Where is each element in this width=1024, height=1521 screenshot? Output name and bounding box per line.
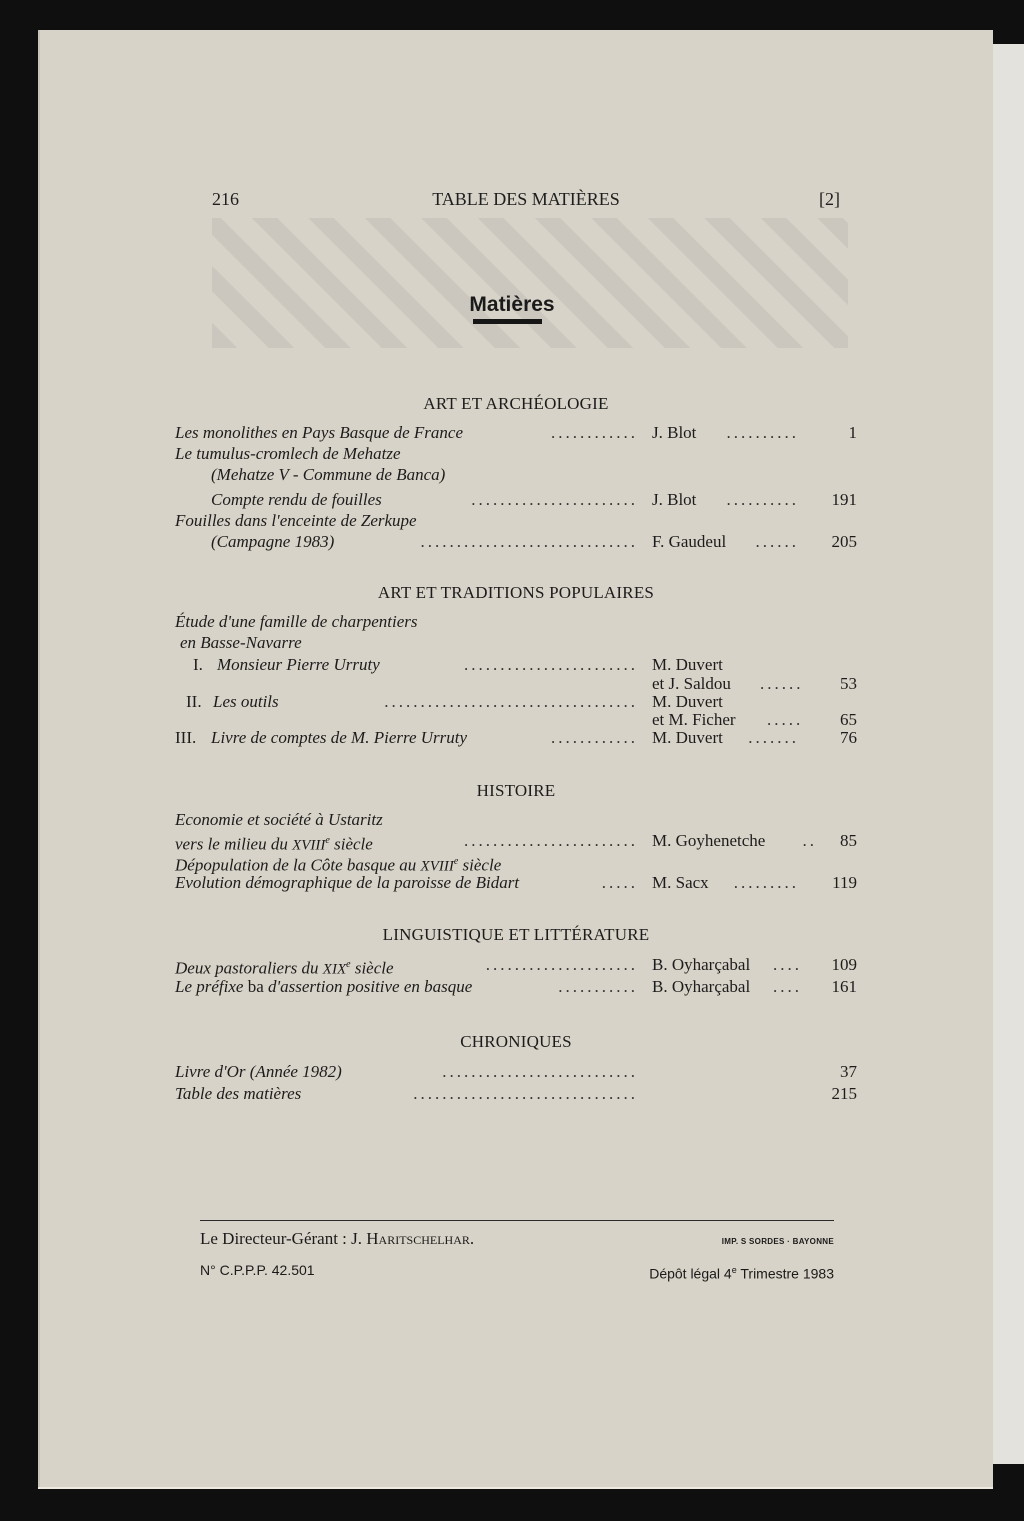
leader-dots: .... [773,955,802,974]
entry-page: 205 [831,532,857,551]
toc-entry-line [175,510,857,531]
leader-dots: .. [802,831,817,850]
entry-page: 37 [840,1062,857,1081]
next-page-edge [993,44,1024,1464]
title-underline [473,319,542,324]
century-sup: e [453,856,459,867]
entry-title-part: siècle [462,855,502,875]
page-reference: [2] [819,189,840,209]
leader-dots: ................................... [384,692,638,711]
entry-numeral: III. [175,728,197,747]
section-linguistique [175,924,857,997]
toc-entry[interactable] [175,1083,857,1104]
entry-author: F. Gaudeul [652,532,727,551]
entry-author: B. Oyharçabal [652,977,751,996]
century-numeral: XIX [322,961,347,978]
leader-dots: .... [773,977,802,996]
entry-page: 215 [831,1084,857,1103]
toc-entry[interactable] [175,654,857,675]
leader-dots: .............................. [420,532,638,551]
century-sup: e [325,835,330,846]
leader-dots: ....................... [471,490,638,509]
entry-title: Monsieur Pierre Urruty [217,655,380,674]
entry-numeral: I. [193,655,203,674]
toc-entry-line [175,611,857,632]
depot-sup: e [731,1265,737,1275]
toc-entry-line [175,675,857,693]
section-traditions [175,582,857,747]
running-title: TABLE DES MATIÈRES [432,189,620,209]
entry-author: J. Blot [652,423,697,442]
show-through-pattern [212,218,848,348]
entry-title-part: Le préfixe [175,977,244,996]
entry-title [175,976,472,997]
director-name: Haritschelhar. [366,1229,475,1248]
entry-title: (Campagne 1983) [211,532,335,551]
toc-entry-line [175,632,857,654]
section-heading: LINGUISTIQUE ET LITTÉRATURE [382,925,650,944]
entry-page: 1 [848,423,857,442]
section-heading: ART ET TRADITIONS POPULAIRES [377,583,655,602]
leader-dots: ............ [551,728,638,747]
section-heading: ART ET ARCHÉOLOGIE [423,394,609,413]
entry-page: 119 [832,873,857,892]
toc-entry[interactable] [175,1061,857,1083]
toc-entry[interactable] [175,976,857,997]
entry-author: M. Duvert [652,655,723,674]
entry-page: 161 [831,977,857,996]
entry-title: (Mehatze V - Commune de Banca) [211,465,446,484]
toc-entry-line [175,464,857,485]
leader-dots: ..................... [485,955,638,974]
entry-title: Table des matières [175,1084,302,1103]
entry-author: et J. Saldou [652,674,731,693]
entry-title-roman: ba [247,977,264,996]
section-archeologie [175,393,857,552]
running-head [212,189,840,211]
toc-entry-line [175,443,857,464]
leader-dots: ............................... [413,1084,638,1103]
entry-title: Evolution démographique de la paroisse de Bidart [175,873,520,892]
toc-entry-line [175,809,857,830]
entry-author: M. Duvert [652,692,723,711]
entry-title-part: vers le milieu du [175,834,288,854]
entry-page: 65 [840,710,857,729]
footer-rule [200,1220,834,1221]
leader-dots: ......... [733,873,799,892]
section-heading: CHRONIQUES [460,1032,572,1051]
entry-author: B. Oyharçabal [652,955,751,974]
entry-author: M. Goyhenetche [652,831,766,850]
entry-page: 53 [840,674,857,693]
century-numeral: XVIII [420,858,454,875]
page-number: 216 [212,189,239,209]
toc-entry[interactable] [175,531,857,552]
entry-title-part: Dépopulation de la Côte basque au [175,855,417,875]
leader-dots: ............ [551,423,638,442]
section-histoire [175,780,857,893]
entry-author: et M. Ficher [652,710,736,729]
entry-author: M. Sacx [652,873,709,892]
entry-page: 191 [831,490,857,509]
footer-director-line [200,1229,834,1251]
entry-numeral: II. [186,692,202,711]
entry-title: Economie et société à Ustaritz [175,810,383,829]
leader-dots: .......... [726,490,799,509]
entry-title: Les monolithes en Pays Basque de France [175,423,463,442]
entry-title: Les outils [213,692,279,711]
entry-title: Compte rendu de fouilles [211,490,382,509]
entry-title: Étude d'une famille de charpentiers [175,612,418,631]
leader-dots: .......... [726,423,799,442]
entry-title: Livre de comptes de M. Pierre Urruty [211,728,468,747]
entry-title-part: siècle [354,958,394,978]
leader-dots: ........................ [464,655,638,674]
toc-entry[interactable] [175,693,857,711]
entry-author: M. Duvert [652,728,723,747]
cppp-number: N° C.P.P.P. 42.501 [200,1262,315,1278]
depot-suffix: Trimestre 1983 [740,1265,834,1282]
leader-dots: ........................ [464,831,638,850]
century-numeral: XVIII [292,837,326,854]
leader-dots: ..... [767,710,804,729]
toc-entry[interactable] [175,729,857,747]
page-title: Matières [469,293,555,316]
leader-dots: ...... [760,674,804,693]
section-chroniques [175,1031,857,1104]
toc-entry[interactable] [175,422,857,443]
toc-entry-line [175,711,857,729]
entry-title-part: d'assertion positive en basque [268,977,473,996]
entry-author: J. Blot [652,490,697,509]
toc-entry[interactable] [175,954,857,976]
leader-dots: ........................... [442,1062,638,1081]
century-sup: e [346,959,351,970]
printer-imprint: IMP. S SORDES · BAYONNE [721,1237,834,1246]
entry-title: Livre d'Or (Année 1982) [175,1062,342,1081]
entry-title-part: Deux pastoraliers du [175,958,319,978]
leader-dots: ..... [601,873,638,892]
entry-page: 85 [840,831,857,850]
toc-entry-line [175,851,857,875]
leader-dots: ....... [748,728,799,747]
toc-entry[interactable] [175,489,857,510]
director-label: Le Directeur-Gérant : J. [200,1229,363,1248]
entry-title: en Basse-Navarre [180,633,302,652]
entry-page: 76 [840,728,857,747]
footer-legal-line [200,1262,834,1282]
toc-entry[interactable] [175,872,857,893]
entry-page: 109 [831,955,857,974]
leader-dots: ........... [558,977,638,996]
entry-title-part: siècle [334,834,373,854]
toc-entry[interactable] [175,830,857,854]
entry-title: Le tumulus-cromlech de Mehatze [175,444,401,463]
leader-dots: ...... [755,532,799,551]
entry-title: Fouilles dans l'enceinte de Zerkupe [175,511,417,530]
depot-prefix: Dépôt légal 4 [649,1265,732,1282]
depot-legal [649,1265,834,1282]
section-heading: HISTOIRE [476,781,556,800]
